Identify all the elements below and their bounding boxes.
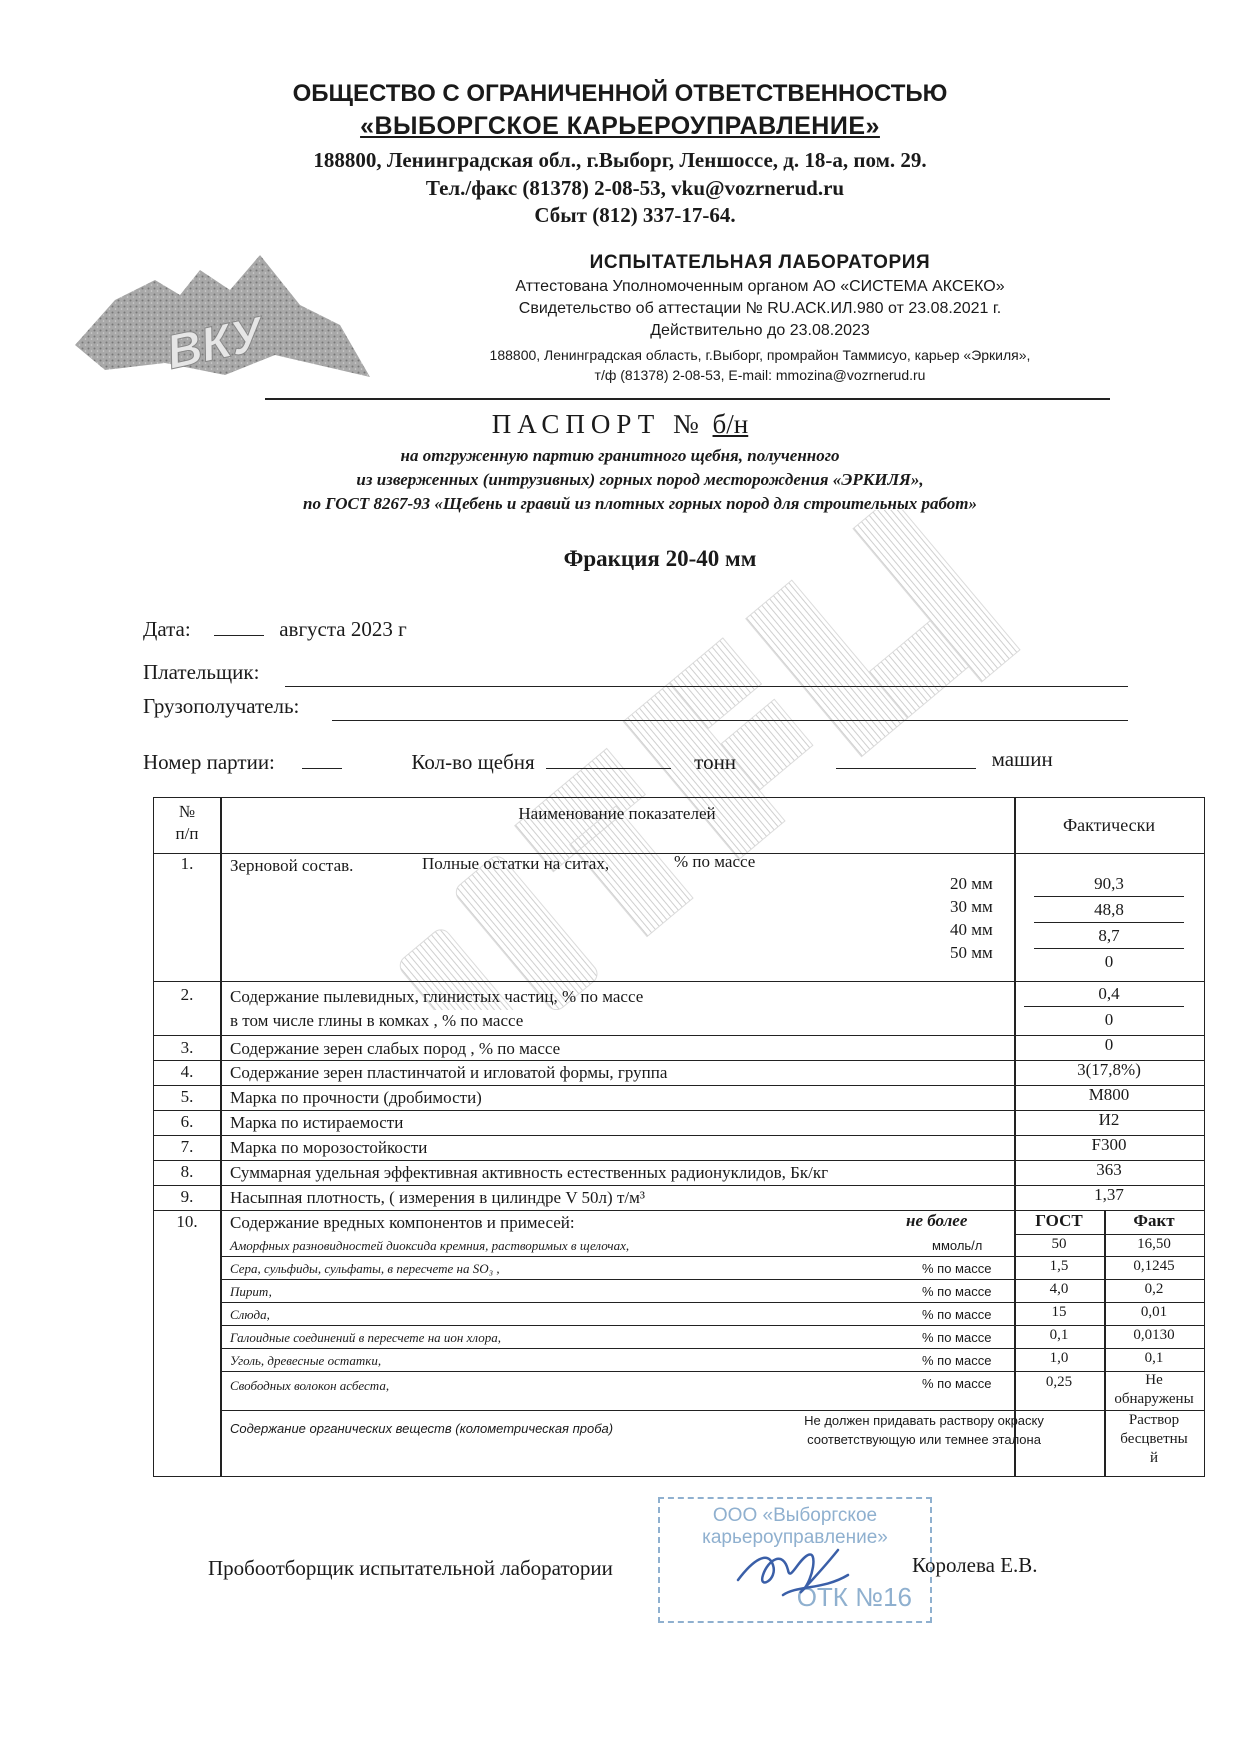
header-num: № [178,802,196,821]
gost-header: ГОСТ [1035,1211,1083,1230]
lab-valid-until: Действительно до 23.08.2023 [650,322,870,339]
harmful-name: Пирит, [230,1284,272,1299]
row-num: 4. [180,1062,194,1081]
harmful-gost: 0,25 [1045,1374,1073,1390]
harmful-unit: % по массе [922,1330,992,1345]
row-num: 6. [180,1112,194,1131]
logo-text: ВКУ [162,307,268,380]
harmful-fact: 16,50 [1137,1236,1171,1252]
harmful-fact: 0,0130 [1133,1327,1175,1343]
row-value: М800 [1088,1085,1130,1104]
harmful-unit: ммоль/л [932,1238,983,1253]
row1-name-3: % по массе [674,852,756,871]
header-actual: Фактически [1062,815,1156,835]
sieve-label: 40 мм [950,920,993,939]
lab-certificate: Свидетельство об аттестации № RU.АСК.ИЛ.980 от 23.08.2021 г. [518,300,1002,317]
row-name: Марка по прочности (дробимости) [230,1088,482,1107]
consignee-label: Грузополучатель: [143,694,300,718]
date-label: Дата: [143,617,191,641]
header-name: Наименование показателей [518,804,716,823]
harmful-name: Слюда, [230,1307,270,1322]
row-name: Содержание зерен слабых пород , % по массе [230,1039,561,1058]
indicators-table [153,797,1205,1477]
sieve-value: 0 [1104,952,1114,971]
row-divider [154,981,1204,982]
sieve-value: 90,3 [1094,874,1124,893]
passport-subtitle-1: на отгруженную партию гранитного щебня, полученного [400,446,840,465]
harmful-unit: % по массе [922,1261,992,1276]
org-name-line1: ОБЩЕСТВО С ОГРАНИЧЕННОЙ ОТВЕТСТВЕННОСТЬЮ [292,80,948,107]
row-num: 7. [180,1137,194,1156]
value-underline [1034,922,1184,923]
row-value: F300 [1091,1135,1127,1154]
harmful-unit: % по массе [922,1307,992,1322]
org-name-line2: «ВЫБОРГСКОЕ КАРЬЕРОУПРАВЛЕНИЕ» [360,112,880,140]
org-address: 188800, Ленинградская обл., г.Выборг, Леншоссе, д. 18-а, пом. 29. [313,148,927,172]
lab-address: 188800, Ленинградская область, г.Выборг, промрайон Таммисуо, карьер «Эркиля», [489,347,1031,363]
vehicles-label: машин [991,747,1053,771]
harmful-gost: 1,5 [1049,1258,1069,1274]
organic-fact-3: й [1149,1450,1159,1466]
payer-blank[interactable] [285,668,1128,687]
value-underline [1034,896,1184,897]
harmful-gost: 4,0 [1049,1281,1069,1297]
row-num: 5. [180,1087,194,1106]
tons-label: тонн [694,750,737,774]
passport-subtitle-3: по ГОСТ 8267-93 «Щебень и гравий из плотных горных пород для строительных работ» [303,494,977,513]
row-num: 1. [180,854,194,873]
passport-title-word: ПАСПОРТ [491,409,661,439]
row-divider [220,1410,1204,1411]
date-value: августа 2023 г [279,617,407,641]
harmful-fact: 0,2 [1144,1281,1164,1297]
harmful-gost: 0,1 [1049,1327,1069,1343]
harmful-fact-2: обнаружены [1114,1391,1194,1407]
passport-title [0,409,1240,440]
row-name: Марка по истираемости [230,1113,404,1132]
harmful-unit: % по массе [922,1376,992,1391]
harmful-gost: 1,0 [1049,1350,1069,1366]
row-num: 9. [180,1187,194,1206]
harmful-fact: 0,1245 [1133,1258,1175,1274]
consignee-field[interactable] [143,694,1128,719]
header-num-2: п/п [175,824,199,843]
org-sales-phone: Сбыт (812) 337-17-64. [534,203,736,227]
row-num: 3. [180,1038,194,1057]
row-num: 8. [180,1162,194,1181]
harmful-fact: 0,1 [1144,1350,1164,1366]
fact-header: Факт [1133,1211,1175,1230]
row-value: 363 [1096,1160,1122,1179]
row10-name: Содержание вредных компонентов и примесей: [230,1213,575,1232]
harmful-name: Аморфных разновидностей диоксида кремния, растворимых в щелочах, [230,1238,630,1253]
tons-blank[interactable] [546,750,671,769]
date-day-blank[interactable] [214,617,264,636]
organic-fact-2: бесцветны [1120,1431,1188,1447]
harmful-name: Уголь, древесные остатки, [230,1353,382,1368]
fraction-heading: Фракция 20-40 мм [563,546,757,571]
row-divider [220,1348,1204,1349]
stamp-line-2: карьероуправление» [702,1527,888,1548]
row-name: Суммарная удельная эффективная активность естественных радионуклидов, Бк/кг [230,1163,829,1182]
payer-label: Плательщик: [143,660,260,684]
sieve-label: 50 мм [950,943,993,962]
signature [728,1520,858,1615]
stamp-line-3: ОТК №16 [796,1582,912,1612]
vehicles-blank[interactable] [836,750,976,769]
row-divider [220,1371,1204,1372]
row-value: 3(17,8%) [1077,1060,1141,1079]
harmful-name: Сера, сульфиды, сульфаты, в пересчете на SO₃ , [230,1261,500,1276]
sieve-value: 8,7 [1098,926,1120,945]
row2-value: 0,4 [1098,984,1120,1003]
row-divider [220,1302,1204,1303]
batch-number-blank[interactable] [302,750,342,769]
row2-name: Содержание пылевидных, глинистых частиц, % по массе [230,987,644,1006]
harmful-fact: Не [1145,1372,1163,1388]
number-sign: № [673,409,700,439]
row-name: Содержание зерен пластинчатой и игловатой формы, группа [230,1063,668,1082]
batch-row [143,747,1128,775]
lab-contacts: т/ф (81378) 2-08-53, E-mail: mmozina@vozrnerud.ru [594,367,926,383]
sampler-label: Пробоотборщик испытательной лаборатории [208,1556,613,1580]
org-phone: Тел./факс (81378) 2-08-53, vku@vozrnerud.ru [425,176,845,200]
sieve-label: 20 мм [950,874,993,893]
sampler-name: Королева Е.В. [912,1553,1038,1577]
row-name: Марка по морозостойкости [230,1138,428,1157]
harmful-name: Свободных волокон асбеста, [230,1378,390,1393]
batch-label: Номер партии: [143,750,275,774]
row-value: И2 [1098,1110,1120,1129]
row-value: 0 [1104,1035,1114,1054]
sieve-value: 48,8 [1094,900,1124,919]
lab-title: ИСПЫТАТЕЛЬНАЯ ЛАБОРАТОРИЯ [589,252,931,273]
stamp-line-1: ООО «Выборгское [712,1505,878,1526]
organic-fact: Раствор [1128,1412,1180,1428]
harmful-gost: 50 [1051,1236,1067,1252]
row1-name: Зерновой состав. [230,856,354,875]
lab-accreditation: Аттестована Уполномоченным органом АО «СИСТЕМА АКСЕКО» [515,278,1005,295]
header-divider [265,398,1110,400]
consignee-blank[interactable] [332,702,1128,721]
organic-name: Содержание органических веществ (колометрическая проба) [230,1421,614,1436]
row-divider [220,1325,1204,1326]
col-divider-num [220,798,222,1476]
limit-header: не более [906,1211,968,1230]
row-num: 10. [176,1212,198,1231]
passport-number: б/н [712,409,749,439]
sieve-label: 30 мм [950,897,993,916]
passport-subtitle-2: из изверженных (интрузивных) горных пород месторождения «ЭРКИЛЯ», [356,470,924,489]
row-value: 1,37 [1094,1185,1124,1204]
row2-value-2: 0 [1104,1010,1114,1029]
date-field[interactable] [143,617,407,642]
row-divider [220,1279,1204,1280]
harmful-gost: 15 [1051,1304,1067,1320]
harmful-unit: % по массе [922,1353,992,1368]
payer-field[interactable] [143,660,1128,685]
harmful-fact: 0,01 [1140,1304,1168,1320]
value-underline [1024,1006,1184,1007]
value-underline [1034,948,1184,949]
row-name: Насыпная плотность, ( измерения в цилиндре V 50л) т/м³ [230,1188,645,1207]
row2-name-2: в том числе глины в комках , % по массе [230,1011,524,1030]
qty-label: Кол-во щебня [411,750,535,774]
harmful-unit: % по массе [922,1284,992,1299]
row1-name-2: Полные остатки на ситах, [422,854,610,873]
company-logo [75,245,375,390]
organic-requirement: Не должен придавать раствору окраску [804,1413,1044,1428]
organic-requirement-2: соответствующую или темнее эталона [807,1432,1041,1447]
row-divider [220,1256,1204,1257]
row-num: 2. [180,985,194,1004]
harmful-name: Галоидные соединений в пересчете на ион хлора, [230,1330,501,1345]
sub-divider [1014,1234,1204,1235]
